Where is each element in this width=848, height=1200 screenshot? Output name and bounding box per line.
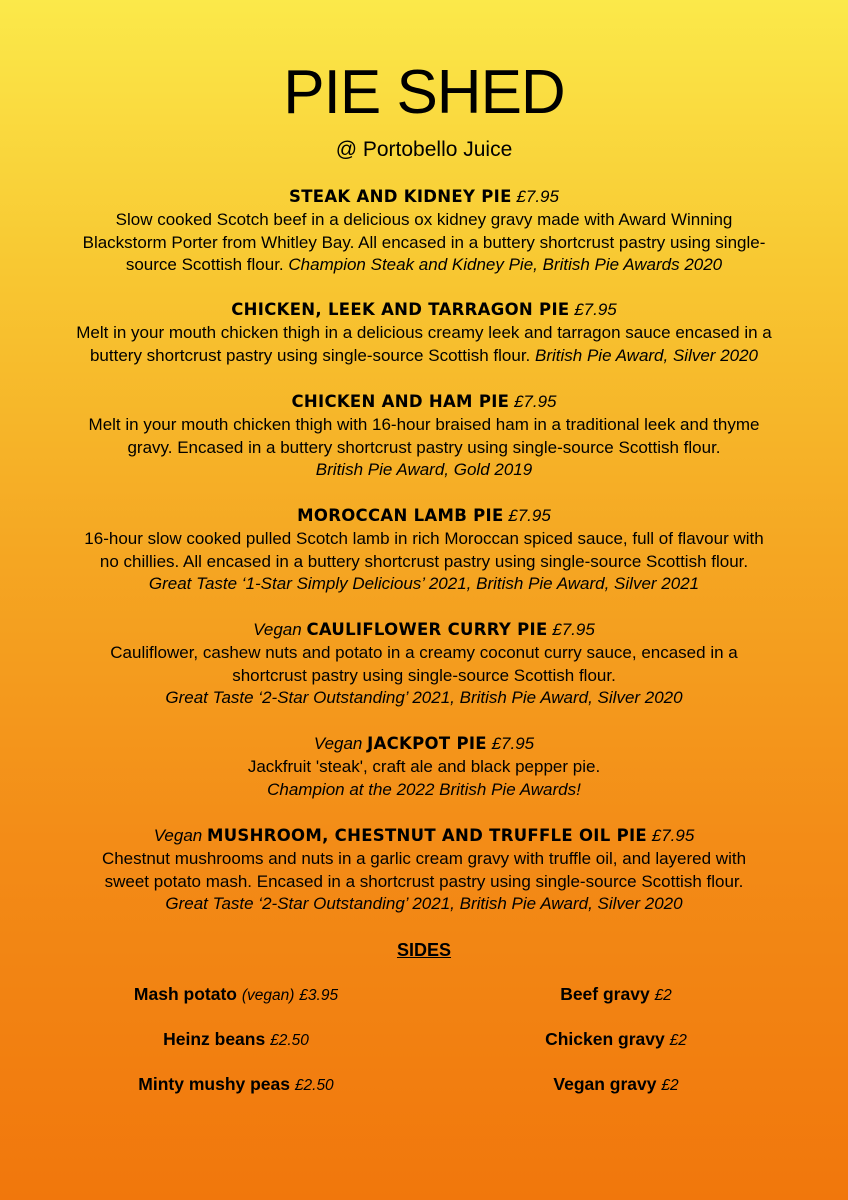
menu-item-price: £7.95 [651,826,695,845]
menu-item-name: CHICKEN AND HAM PIE [291,392,510,411]
side-price: £2 [661,1077,679,1094]
menu-item-name: STEAK AND KIDNEY PIE [289,187,512,206]
menu-item-header [30,504,818,528]
menu-item-price: £7.95 [574,300,617,319]
menu-item-header [30,824,818,848]
menu-item-moroccan-lamb [30,504,818,596]
menu-item-award: Great Taste ‘2-Star Outstanding’ 2021, British Pie Award, Silver 2020 [165,894,683,913]
menu-item-award: Great Taste ‘1-Star Simply Delicious’ 2021, British Pie Award, Silver 2021 [148,574,700,593]
vegan-tag: Vegan [153,826,203,845]
side-item-minty-mushy-peas [86,1072,386,1098]
menu-item-chicken-ham [30,390,818,482]
menu-item-name: MUSHROOM, CHESTNUT AND TRUFFLE OIL PIE [206,826,647,845]
menu-item-header [30,185,818,209]
side-price: £2.50 [294,1077,334,1094]
vegan-tag: Vegan [313,734,363,753]
side-price: £2 [654,987,672,1004]
sides-heading: SIDES [396,940,452,960]
vegan-tag: Vegan [253,620,302,639]
menu-item-description-line: Chestnut mushrooms and nuts in a garlic cream gravy with truffle oil, and layered with [101,849,747,868]
side-item-heinz-beans [86,1027,386,1053]
menu-item-award: Champion Steak and Kidney Pie, British Pie Awards 2020 [288,255,723,274]
menu-item-award: British Pie Award, Gold 2019 [315,460,533,479]
side-item-beef-gravy [466,982,766,1008]
menu-item-description-line: 16-hour slow cooked pulled Scotch lamb in rich Moroccan spiced sauce, full of flavour with [84,529,764,548]
menu-item-description-line: no chillies. All encased in a buttery shortcrust pastry using single-source Scottish flour. [99,551,749,571]
menu-item-mushroom-chestnut-truffle [30,824,818,916]
menu-item-price: £7.95 [516,187,559,206]
menu-item-price: £7.95 [513,392,557,411]
menu-item-steak-kidney [30,185,818,277]
menu-item-price: £7.95 [552,620,595,639]
side-item-vegan-gravy [466,1072,766,1098]
side-name: Mash potato [133,984,237,1004]
menu-item-name: MOROCCAN LAMB PIE [297,506,504,525]
menu-item-header [30,618,818,642]
menu-item-description-line: shortcrust pastry using single-source Scottish flour. [232,665,616,685]
menu-item-price: £7.95 [491,734,535,753]
side-note: (vegan) [241,987,295,1004]
menu-item-description-end: source Scottish flour. [125,255,284,274]
menu-item-award: Champion at the 2022 British Pie Awards! [267,779,581,799]
menu-item-description-line: gravy. Encased in a buttery shortcrust pastry using single-source Scottish flour. [127,437,721,457]
side-name: Beef gravy [560,984,650,1004]
side-price: £3.95 [299,987,339,1004]
menu-item-description-line: Slow cooked Scotch beef in a delicious ox kidney gravy made with Award Winning [115,210,733,229]
menu-item-header [30,390,818,414]
menu-item-description-line: Jackfruit 'steak', craft ale and black pepper pie. [247,757,601,776]
menu-item-chicken-leek-tarragon [30,298,818,367]
menu-item-cauliflower-curry [30,618,818,710]
side-name: Vegan gravy [553,1074,657,1094]
side-name: Minty mushy peas [138,1074,291,1094]
side-item-mash-potato [86,982,386,1008]
menu-item-award: British Pie Award, Silver 2020 [535,345,759,365]
menu-item-description-line [30,345,818,368]
menu-item-header [30,298,818,322]
menu-item-description-line [30,254,818,277]
page-title: PIE SHED [283,58,565,127]
menu-item-description-line: Melt in your mouth chicken thigh with 16-hour braised ham in a traditional leek and thyme [88,415,760,434]
menu-item-jackpot [30,732,818,801]
side-price: £2.50 [270,1032,309,1049]
menu-item-description-line: Cauliflower, cashew nuts and potato in a creamy coconut curry sauce, encased in a [110,643,738,662]
menu-item-name: CAULIFLOWER CURRY PIE [306,620,548,639]
menu-item-name: JACKPOT PIE [367,734,487,753]
menu-item-header [30,732,818,756]
menu-item-name: CHICKEN, LEEK AND TARRAGON PIE [231,300,570,319]
menu-item-description-line: Melt in your mouth chicken thigh in a delicious creamy leek and tarragon sauce encased in a [76,323,772,342]
menu-item-price: £7.95 [508,506,551,525]
side-price: £2 [669,1032,687,1049]
page-subtitle: @ Portobello Juice [335,138,513,161]
side-name: Chicken gravy [545,1029,665,1049]
side-item-chicken-gravy [466,1027,766,1053]
menu-item-description-line: sweet potato mash. Encased in a shortcrust pastry using single-source Scottish flour. [104,871,744,891]
menu-item-description-end: buttery shortcrust pastry using single-source Scottish flour. [89,345,531,365]
side-name: Heinz beans [163,1029,266,1049]
menu-item-description-line: Blackstorm Porter from Whitley Bay. All encased in a buttery shortcrust pastry using single- [82,232,766,252]
menu-item-award: Great Taste ‘2-Star Outstanding’ 2021, British Pie Award, Silver 2020 [165,688,683,707]
